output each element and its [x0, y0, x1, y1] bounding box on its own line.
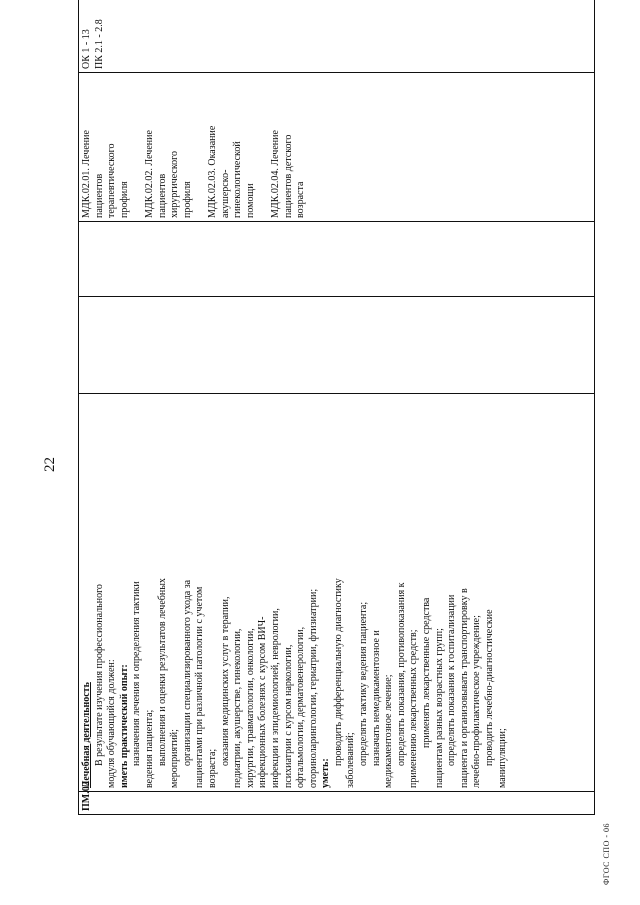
mdk-item: [270, 76, 308, 218]
mdk-line: профиля: [118, 181, 130, 218]
module-title: Лечебная деятельность: [81, 682, 92, 788]
content-line: манипуляции;: [496, 728, 508, 788]
content-line: офтальмологии, дерматовенерологии,: [295, 626, 307, 788]
content-line: определять показания, противопоказания к: [395, 582, 407, 766]
competencies-cell: [79, 0, 595, 73]
mdk-list: [81, 76, 308, 218]
mdk-line: пациентов: [93, 173, 105, 218]
content-line: определять тактику ведения пациента;: [358, 601, 370, 766]
mdk-line: гинекологической: [232, 141, 244, 218]
module-code-cell: [79, 781, 595, 815]
content-line: педиатрии, акушерстве, гинекологии,: [232, 628, 244, 788]
content-line: оказания медицинских услуг в терапии,: [219, 596, 231, 766]
mdk-item: [144, 76, 194, 218]
mdk-line: акушерско-: [219, 169, 231, 218]
mdk-line: терапевтического: [106, 143, 118, 218]
content-line: назначать немедикаментозное и: [370, 630, 382, 766]
module-code: ПМ.02: [81, 781, 92, 811]
empty-cell: [79, 222, 595, 297]
empty-cell: [79, 297, 595, 394]
content-line: применению лекарственных средств;: [408, 629, 420, 788]
spacer: [131, 76, 144, 218]
mdk-line: профиля: [181, 181, 193, 218]
page-number: 22: [42, 457, 58, 472]
content-line: назначения лечения и определения тактики: [131, 581, 143, 766]
content-line: мероприятий;: [169, 729, 181, 788]
content-line: уметь:: [320, 758, 332, 788]
content-line: определять показания к госпитализации: [446, 594, 458, 766]
content-lines: [94, 397, 510, 788]
content-line: заболеваний;: [345, 732, 357, 788]
spacer: [194, 76, 207, 218]
content-line: пациентами при различной патологии с учетом: [194, 586, 206, 788]
document-code: ФГОС СПО - 06: [602, 822, 611, 885]
competency-code: ОК 1 - 13: [81, 29, 92, 69]
mdk-line: МДК.02.03. Оказание: [206, 125, 218, 218]
module-content-cell: [79, 394, 595, 792]
content-line: инфекционных болезнях с курсом ВИЧ-: [257, 616, 269, 788]
content-line: выполнения и оценки результатов лечебных: [156, 578, 168, 766]
content-line: В результате изучения профессионального: [93, 584, 105, 766]
content-line: лечебно-профилактическое учреждение;: [471, 615, 483, 788]
content-line: проводить лечебно-диагностические: [484, 609, 495, 766]
mdk-line: МДК.02.01. Лечение: [81, 130, 92, 218]
mdk-line: возраста: [295, 181, 307, 218]
content-line: инфекции и эпидемиологией, неврологии,: [269, 608, 281, 788]
mdk-line: пациентов детского: [282, 134, 294, 218]
mdk-line: хирургического: [169, 150, 181, 218]
content-line: возраста;: [206, 748, 218, 788]
competencies-list: [81, 0, 106, 69]
mdk-item: [81, 76, 131, 218]
content-line: пациентам разных возрастных групп;: [433, 628, 445, 788]
content-line: медикаментозное лечение;: [383, 674, 395, 788]
content-line: применять лекарственные средства: [421, 597, 433, 748]
mdk-line: помощи: [244, 183, 256, 218]
mdk-line: МДК.02.04. Лечение: [269, 130, 281, 218]
mdk-cell: [79, 73, 595, 222]
mdk-line: МДК.02.02. Лечение: [143, 130, 155, 218]
content-line: хирургии, травматологии, онкологии,: [244, 628, 256, 788]
curriculum-table: [78, 0, 595, 815]
content-line: пациента и организовывать транспортировку в: [458, 588, 470, 788]
table-row: [79, 0, 595, 815]
mdk-line: пациентов: [156, 173, 168, 218]
content-line: проводить дифференциальную диагностику: [332, 578, 344, 766]
competency-code: ПК 2.1 - 2.8: [93, 19, 105, 69]
mdk-item: [207, 76, 257, 218]
content-line: оториноларингологии, гериатрии, фтизиатрии;: [307, 588, 319, 788]
content-line: ведения пациента;: [143, 709, 155, 788]
content-line: иметь практический опыт:: [118, 664, 130, 788]
content-line: модуля обучающийся должен:: [106, 659, 118, 788]
spacer: [257, 76, 270, 218]
content-line: организации специализированного ухода за: [181, 579, 193, 766]
content-line: психиатрии с курсом наркологии,: [282, 644, 294, 788]
